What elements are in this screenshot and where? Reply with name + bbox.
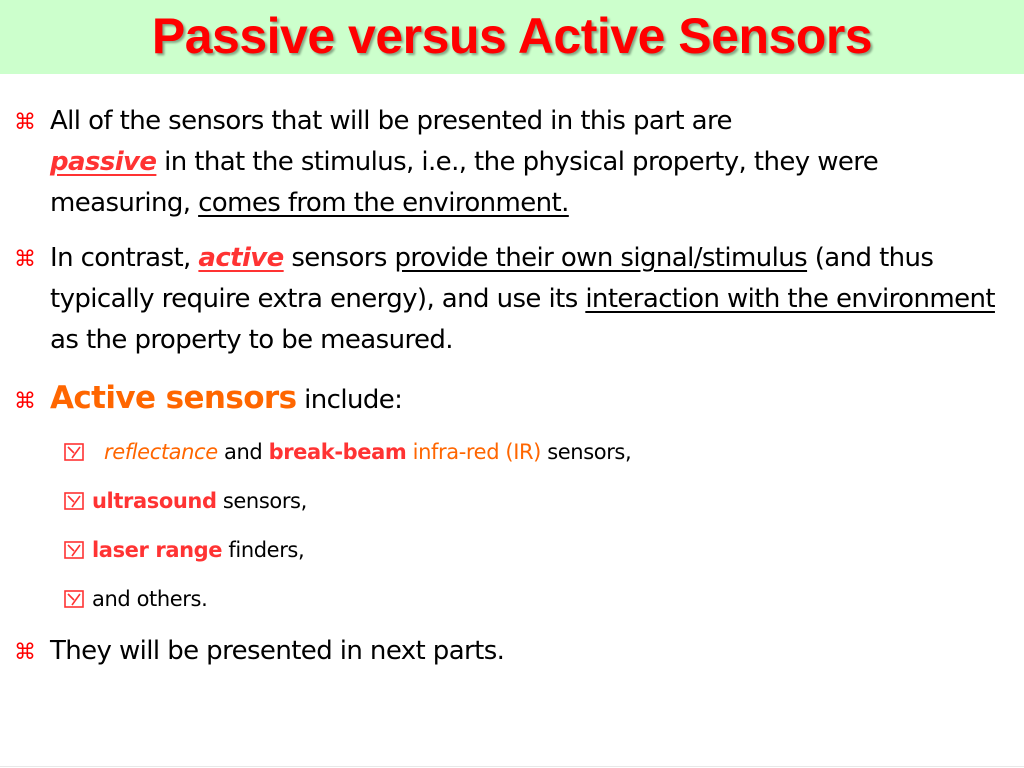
command-key-icon: ⌘	[14, 389, 36, 414]
keyword-ultrasound: ultrasound	[92, 489, 217, 513]
command-key-icon: ⌘	[14, 110, 36, 135]
sub-text: and	[217, 440, 269, 464]
keyword-active: active	[198, 243, 284, 273]
command-key-icon: ⌘	[14, 640, 36, 665]
footer-divider	[0, 766, 1024, 767]
underlined-phrase: provide their own signal/stimulus	[394, 243, 808, 273]
underlined-phrase: interaction with the environment	[585, 284, 995, 314]
bullet-passive	[50, 101, 1015, 224]
sub-text: sensors,	[540, 440, 632, 464]
bullet-text: as the property to be measured.	[50, 325, 453, 355]
underlined-phrase: comes from the environment.	[198, 188, 569, 218]
checked-box-icon	[64, 590, 84, 608]
keyword-reflectance: reflectance	[104, 440, 218, 464]
bullet-text: All of the sensors that will be presented in this part are	[50, 106, 732, 136]
command-key-icon: ⌘	[14, 247, 36, 272]
bullet-active-sensors	[50, 378, 1015, 421]
bullet-text: sensors	[283, 243, 395, 273]
sub-bullet-others: and others.	[92, 587, 208, 611]
active-sensors-heading: Active sensors	[50, 380, 297, 416]
slide-title: Passive versus Active Sensors	[151, 8, 873, 64]
bullet-text: include:	[296, 385, 403, 415]
keyword-break-beam: break-beam	[268, 440, 407, 464]
sub-text: finders,	[222, 538, 305, 562]
sub-text: sensors,	[216, 489, 307, 513]
bullet-text: (and thus typically require extra energy), and use its	[50, 243, 934, 314]
bullet-text: in that the stimulus, i.e., the physical property, they were measuring,	[50, 147, 879, 218]
sub-bullet-ultrasound	[92, 486, 307, 516]
sub-bullet-ir	[104, 437, 631, 467]
checked-box-icon	[64, 541, 84, 559]
bullet-text: In contrast,	[50, 243, 199, 273]
keyword-ir: infra-red (IR)	[406, 440, 541, 464]
keyword-passive: passive	[50, 147, 157, 177]
bullet-next-parts: They will be presented in next parts.	[50, 636, 505, 666]
checked-box-icon	[64, 492, 84, 510]
bullet-active	[50, 238, 1015, 361]
checked-box-icon	[64, 443, 84, 461]
keyword-laser-range: laser range	[92, 538, 223, 562]
sub-bullet-laser	[92, 535, 304, 565]
